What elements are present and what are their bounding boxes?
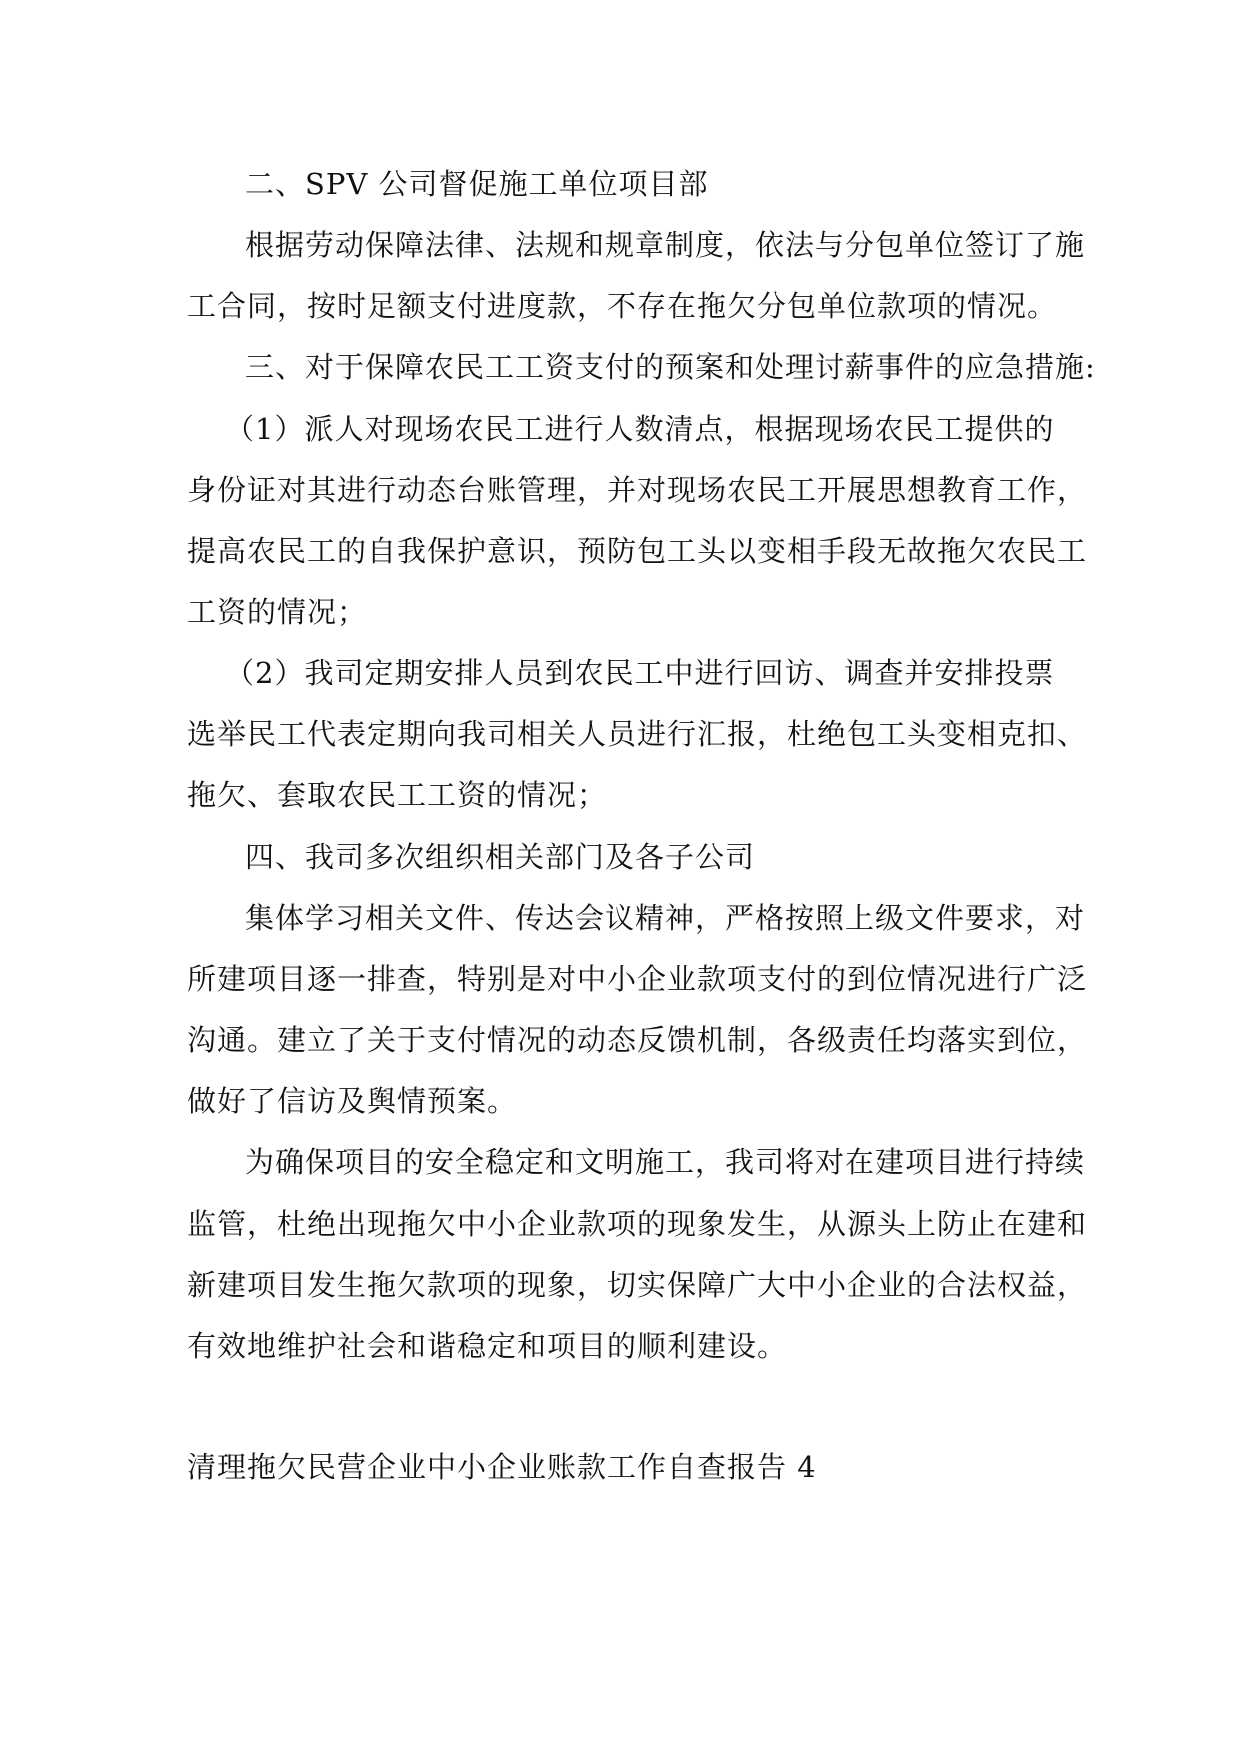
list-item-2: （2）我司定期安排人员到农民工中进行回访、调查并安排投票: [225, 656, 1055, 690]
paragraph-line: 为确保项目的安全稳定和文明施工，我司将对在建项目进行持续: [245, 1145, 1086, 1179]
paragraph-line: 根据劳动保障法律、法规和规章制度，依法与分包单位签订了施: [245, 228, 1086, 262]
paragraph-line: 选举民工代表定期向我司相关人员进行汇报，杜绝包工头变相克扣、: [187, 717, 1088, 751]
paragraph-line: 拖欠、套取农民工工资的情况；: [187, 778, 608, 812]
paragraph-line: 新建项目发生拖欠款项的现象，切实保障广大中小企业的合法权益，: [187, 1268, 1088, 1302]
section-heading-4: 四、我司多次组织相关部门及各子公司: [245, 840, 756, 874]
report-title: 清理拖欠民营企业中小企业账款工作自查报告 4: [187, 1450, 817, 1484]
section-heading-3: 三、对于保障农民工工资支付的预案和处理讨薪事件的应急措施:: [245, 350, 1096, 384]
section-heading-2: 二、SPV 公司督促施工单位项目部: [245, 167, 709, 201]
paragraph-line: 提高农民工的自我保护意识，预防包工头以变相手段无故拖欠农民工: [187, 534, 1088, 568]
paragraph-line: 身份证对其进行动态台账管理，并对现场农民工开展思想教育工作，: [187, 473, 1088, 507]
paragraph-line: 工合同，按时足额支付进度款，不存在拖欠分包单位款项的情况。: [187, 289, 1058, 323]
paragraph-line: 有效地维护社会和谐稳定和项目的顺利建设。: [187, 1329, 788, 1363]
paragraph-line: 集体学习相关文件、传达会议精神，严格按照上级文件要求，对: [245, 901, 1086, 935]
paragraph-line: 监管，杜绝出现拖欠中小企业款项的现象发生，从源头上防止在建和: [187, 1207, 1088, 1241]
paragraph-line: 沟通。建立了关于支付情况的动态反馈机制，各级责任均落实到位，: [187, 1023, 1088, 1057]
paragraph-line: 所建项目逐一排查，特别是对中小企业款项支付的到位情况进行广泛: [187, 962, 1088, 996]
list-item-1: （1）派人对现场农民工进行人数清点，根据现场农民工提供的: [225, 412, 1055, 446]
paragraph-line: 做好了信访及舆情预案。: [187, 1084, 518, 1118]
paragraph-line: 工资的情况；: [187, 595, 368, 629]
